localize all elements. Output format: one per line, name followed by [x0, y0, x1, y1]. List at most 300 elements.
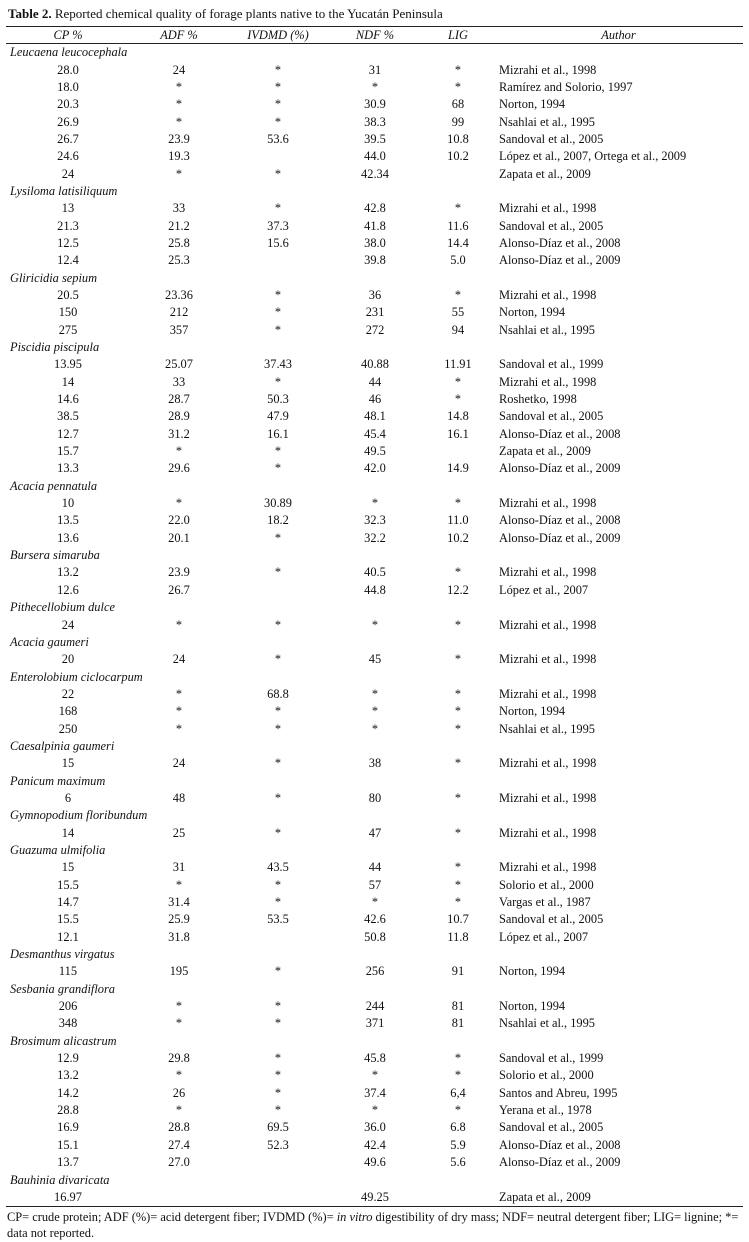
cell-ivdmd: 53.5: [267, 912, 289, 927]
table-row: [6, 1189, 743, 1207]
cell-ivdmd: *: [274, 114, 282, 129]
cell-cp: 13.3: [57, 461, 79, 476]
cell-adf: *: [175, 1016, 183, 1031]
cell-ivdmd: 52.3: [267, 1137, 289, 1152]
cell-ndf: *: [371, 496, 379, 511]
cell-lig: *: [454, 374, 462, 389]
species-name: Piscidia piscipula: [10, 340, 100, 355]
table-row: [6, 582, 743, 599]
cell-cp: 115: [58, 964, 78, 979]
cell-cp: 22: [61, 686, 75, 701]
cell-cp: 206: [58, 999, 78, 1014]
cell-author: Solorio et al., 2000: [499, 877, 594, 892]
cell-ndf: 272: [365, 322, 385, 337]
cell-lig: [422, 165, 494, 182]
cell-ndf: *: [371, 617, 379, 632]
cell-ndf: 371: [365, 1016, 385, 1031]
cell-ivdmd: 18.2: [267, 513, 289, 528]
cell-ndf: *: [371, 686, 379, 701]
cell-ndf: 244: [365, 999, 385, 1014]
cell-lig: 81: [451, 999, 465, 1014]
cell-ndf: 80: [368, 790, 382, 805]
cell-ndf: 30.9: [364, 97, 386, 112]
species-row: [6, 44, 743, 62]
cell-author: Alonso-Díaz et al., 2008: [499, 513, 621, 528]
table-row: [6, 200, 743, 217]
species-name: Enterolobium ciclocarpum: [10, 669, 143, 684]
cell-lig: 16.1: [447, 426, 469, 441]
cell-author: Santos and Abreu, 1995: [499, 1085, 618, 1100]
cell-ivdmd: 69.5: [267, 1120, 289, 1135]
cell-ivdmd: 30.89: [264, 496, 292, 511]
table-row: [6, 304, 743, 321]
cell-lig: *: [454, 62, 462, 77]
cell-adf: *: [175, 79, 183, 94]
cell-ivdmd: *: [274, 62, 282, 77]
cell-author: Zapata et al., 2009: [499, 444, 591, 459]
table-row: [6, 998, 743, 1015]
species-row: [6, 668, 743, 685]
cell-author: Sandoval et al., 1999: [499, 357, 604, 372]
table-row: [6, 96, 743, 113]
cell-ndf: 42.34: [361, 166, 389, 181]
cell-adf: 23.9: [168, 131, 190, 146]
cell-cp: 15.7: [57, 444, 79, 459]
cell-adf: 26.7: [168, 582, 190, 597]
table-row: [6, 929, 743, 946]
table-row: [6, 564, 743, 581]
cell-cp: 14.2: [57, 1085, 79, 1100]
cell-lig: 5.6: [450, 1155, 466, 1170]
cell-lig: 81: [451, 1016, 465, 1031]
species-name: Bauhinia divaricata: [10, 1172, 110, 1187]
cell-cp: 13.95: [54, 357, 82, 372]
table-row: [6, 703, 743, 720]
cell-ndf: 42.6: [364, 912, 386, 927]
cell-ivdmd: *: [274, 444, 282, 459]
cell-adf: 26: [172, 1085, 186, 1100]
table-row: [6, 755, 743, 772]
cell-adf: 33: [172, 374, 186, 389]
cell-lig: 11.8: [447, 929, 469, 944]
species-name: Bursera simaruba: [10, 548, 100, 563]
cell-lig: *: [454, 392, 462, 407]
cell-cp: 12.9: [57, 1051, 79, 1066]
cell-author: Sandoval et al., 1999: [499, 1051, 604, 1066]
table-row: [6, 426, 743, 443]
table-row: [6, 113, 743, 130]
cell-adf: 212: [169, 305, 189, 320]
table-row: [6, 1015, 743, 1032]
cell-lig: 10.2: [447, 149, 469, 164]
cell-lig: *: [454, 287, 462, 302]
cell-adf: *: [175, 496, 183, 511]
cell-lig: 91: [451, 964, 465, 979]
cell-lig: [422, 1189, 494, 1207]
cell-lig: 6.8: [450, 1120, 466, 1135]
cell-adf: *: [175, 114, 183, 129]
cell-ndf: 42.0: [364, 461, 386, 476]
cell-adf: 29.6: [168, 461, 190, 476]
table-row: [6, 512, 743, 529]
cell-author: Roshetko, 1998: [499, 392, 577, 407]
table-row: [6, 1067, 743, 1084]
cell-ivdmd: *: [274, 756, 282, 771]
cell-adf: *: [175, 617, 183, 632]
cell-ndf: 44: [368, 860, 382, 875]
table-row: [6, 460, 743, 477]
cell-ivdmd: *: [274, 1068, 282, 1083]
cell-adf: *: [175, 166, 183, 181]
cell-ndf: 37.4: [364, 1085, 386, 1100]
cell-cp: 38.5: [57, 409, 79, 424]
cell-ndf: 47: [368, 825, 382, 840]
cell-cp: 12.7: [57, 426, 79, 441]
cell-ivdmd: *: [274, 895, 282, 910]
cell-adf: [130, 1189, 228, 1207]
header-ndf: NDF %: [328, 27, 422, 44]
cell-adf: *: [175, 999, 183, 1014]
cell-ivdmd: *: [274, 1016, 282, 1031]
cell-ndf: 39.8: [364, 253, 386, 268]
cell-ivdmd: 37.3: [267, 218, 289, 233]
cell-cp: 12.4: [57, 253, 79, 268]
cell-ndf: *: [371, 1103, 379, 1118]
cell-ndf: 32.3: [364, 513, 386, 528]
table-row: [6, 894, 743, 911]
cell-ivdmd: *: [274, 652, 282, 667]
cell-cp: 15.5: [57, 912, 79, 927]
cell-adf: 28.8: [168, 1120, 190, 1135]
cell-lig: 14.9: [447, 461, 469, 476]
table-row: [6, 616, 743, 633]
cell-author: Mizrahi et al., 1998: [499, 287, 597, 302]
cell-lig: *: [454, 565, 462, 580]
cell-author: López et al., 2007, Ortega et al., 2009: [499, 149, 687, 164]
species-name: Gymnopodium floribundum: [10, 808, 148, 823]
cell-ndf: 48.1: [364, 409, 386, 424]
cell-adf: 31.8: [168, 929, 190, 944]
cell-lig: *: [454, 1068, 462, 1083]
table-row: [6, 530, 743, 547]
header-lig: LIG: [422, 27, 494, 44]
cell-ndf: 45.8: [364, 1051, 386, 1066]
cell-author: Alonso-Díaz et al., 2009: [499, 461, 621, 476]
species-name: Lysiloma latisiliquum: [10, 183, 118, 198]
cell-ivdmd: [228, 582, 328, 599]
cell-cp: 15.5: [57, 877, 79, 892]
cell-adf: 19.3: [168, 149, 190, 164]
species-row: [6, 183, 743, 200]
table-row: [6, 1102, 743, 1119]
table-row: [6, 1137, 743, 1154]
cell-ndf: 42.4: [364, 1137, 386, 1152]
cell-cp: 12.5: [57, 235, 79, 250]
cell-ivdmd: *: [274, 97, 282, 112]
cell-lig: *: [454, 895, 462, 910]
footnote-part2: digestibility of dry mass; NDF= neutral detergent fiber; LIG= lignine; *= data not reported.: [7, 1210, 739, 1241]
cell-adf: 23.9: [168, 565, 190, 580]
cell-cp: 348: [58, 1016, 78, 1031]
cell-cp: 15.1: [57, 1137, 79, 1152]
cell-lig: *: [454, 201, 462, 216]
cell-ivdmd: [228, 148, 328, 165]
cell-ivdmd: *: [274, 790, 282, 805]
cell-author: Alonso-Díaz et al., 2009: [499, 530, 621, 545]
cell-ndf: 231: [365, 305, 385, 320]
table-row: [6, 408, 743, 425]
cell-adf: *: [175, 704, 183, 719]
cell-author: Alonso-Díaz et al., 2008: [499, 1137, 621, 1152]
cell-author: Solorio et al., 2000: [499, 1068, 594, 1083]
cell-cp: 10: [61, 496, 75, 511]
cell-cp: 28.8: [57, 1103, 79, 1118]
table-row: [6, 374, 743, 391]
cell-adf: 22.0: [168, 513, 190, 528]
cell-lig: *: [454, 704, 462, 719]
cell-ndf: 49.5: [364, 444, 386, 459]
cell-cp: 150: [58, 305, 78, 320]
cell-adf: 27.4: [168, 1137, 190, 1152]
cell-ndf: 45: [368, 652, 382, 667]
cell-adf: 48: [172, 790, 186, 805]
cell-ivdmd: *: [274, 1051, 282, 1066]
cell-lig: *: [454, 79, 462, 94]
cell-author: López et al., 2007: [499, 582, 589, 597]
table-row: [6, 911, 743, 928]
cell-author: Norton, 1994: [499, 97, 566, 112]
cell-lig: 14.8: [447, 409, 469, 424]
table-row: [6, 61, 743, 78]
cell-author: Nsahlai et al., 1995: [499, 114, 596, 129]
cell-cp: 16.97: [6, 1189, 130, 1207]
cell-cp: 15: [61, 860, 75, 875]
cell-lig: 12.2: [447, 582, 469, 597]
cell-ndf: *: [371, 1068, 379, 1083]
cell-author: Norton, 1994: [499, 964, 566, 979]
cell-ndf: 38: [368, 756, 382, 771]
cell-ndf: *: [371, 721, 379, 736]
cell-author: Norton, 1994: [499, 305, 566, 320]
header-adf: ADF %: [130, 27, 228, 44]
cell-ndf: 40.88: [361, 357, 389, 372]
cell-cp: 24: [61, 617, 75, 632]
cell-ivdmd: 47.9: [267, 409, 289, 424]
forage-quality-table: [6, 26, 743, 1207]
cell-author: Zapata et al., 2009: [494, 1189, 743, 1207]
cell-author: Yerana et al., 1978: [499, 1103, 592, 1118]
cell-adf: 25: [172, 825, 186, 840]
cell-cp: 15: [61, 756, 75, 771]
cell-author: Nsahlai et al., 1995: [499, 721, 596, 736]
table-row: [6, 1154, 743, 1171]
cell-ivdmd: 68.8: [267, 686, 289, 701]
cell-ivdmd: *: [274, 964, 282, 979]
table-row: [6, 443, 743, 460]
cell-adf: *: [175, 97, 183, 112]
cell-author: Mizrahi et al., 1998: [499, 62, 597, 77]
header-row: [6, 27, 743, 44]
cell-adf: 21.2: [168, 218, 190, 233]
cell-adf: 31.4: [168, 895, 190, 910]
cell-ivdmd: 37.43: [264, 357, 292, 372]
cell-cp: 13.5: [57, 513, 79, 528]
species-name: Gliricidia sepium: [10, 270, 98, 285]
cell-lig: *: [454, 860, 462, 875]
cell-adf: 24: [172, 756, 186, 771]
cell-cp: 275: [58, 322, 78, 337]
cell-author: Alonso-Díaz et al., 2009: [499, 253, 621, 268]
cell-cp: 24: [61, 166, 75, 181]
cell-ivdmd: [228, 1189, 328, 1207]
cell-ndf: 46: [368, 392, 382, 407]
cell-cp: 20: [61, 652, 75, 667]
cell-ndf: 32.2: [364, 530, 386, 545]
species-name: Acacia gaumeri: [10, 634, 89, 649]
cell-author: Sandoval et al., 2005: [499, 218, 604, 233]
cell-lig: *: [454, 1051, 462, 1066]
footnote-italic: in vitro: [336, 1210, 373, 1225]
species-row: [6, 1033, 743, 1050]
cell-lig: *: [454, 877, 462, 892]
cell-ivdmd: *: [274, 825, 282, 840]
cell-ivdmd: *: [274, 287, 282, 302]
cell-lig: 11.0: [447, 513, 469, 528]
cell-ivdmd: *: [274, 565, 282, 580]
table-row: [6, 322, 743, 339]
cell-adf: 28.9: [168, 409, 190, 424]
cell-ivdmd: *: [274, 79, 282, 94]
cell-adf: 33: [172, 201, 186, 216]
cell-author: Sandoval et al., 2005: [499, 912, 604, 927]
table-row: [6, 1085, 743, 1102]
table-footnote: [7, 1209, 744, 1241]
table-row: [6, 720, 743, 737]
cell-ivdmd: 43.5: [267, 860, 289, 875]
cell-ndf: 44.8: [364, 582, 386, 597]
table-row: [6, 148, 743, 165]
cell-lig: 10.8: [447, 131, 469, 146]
cell-ndf: 49.25: [328, 1189, 422, 1207]
cell-lig: 55: [451, 305, 465, 320]
species-row: [6, 634, 743, 651]
table-row: [6, 963, 743, 980]
cell-ivdmd: *: [274, 322, 282, 337]
cell-ivdmd: [228, 929, 328, 946]
cell-cp: 28.0: [57, 62, 79, 77]
cell-ndf: 31: [368, 62, 382, 77]
cell-lig: 10.7: [447, 912, 469, 927]
cell-ndf: 41.8: [364, 218, 386, 233]
table-row: [6, 651, 743, 668]
cell-ivdmd: 15.6: [267, 235, 289, 250]
species-row: [6, 946, 743, 963]
cell-author: López et al., 2007: [499, 929, 589, 944]
cell-adf: *: [175, 1103, 183, 1118]
cell-cp: 20.5: [57, 287, 79, 302]
cell-ivdmd: *: [274, 530, 282, 545]
cell-ndf: 49.6: [364, 1155, 386, 1170]
cell-author: Mizrahi et al., 1998: [499, 860, 597, 875]
cell-adf: 25.3: [168, 253, 190, 268]
species-row: [6, 981, 743, 998]
cell-lig: 99: [451, 114, 465, 129]
table-row: [6, 877, 743, 894]
cell-lig: *: [454, 825, 462, 840]
cell-adf: 25.9: [168, 912, 190, 927]
cell-author: Mizrahi et al., 1998: [499, 756, 597, 771]
cell-author: Mizrahi et al., 1998: [499, 496, 597, 511]
cell-author: Mizrahi et al., 1998: [499, 374, 597, 389]
cell-ivdmd: *: [274, 201, 282, 216]
cell-lig: 10.2: [447, 530, 469, 545]
table-row: [6, 356, 743, 373]
table-row: [6, 790, 743, 807]
cell-lig: 14.4: [447, 235, 469, 250]
cell-author: Sandoval et al., 2005: [499, 131, 604, 146]
cell-author: Ramírez and Solorio, 1997: [499, 79, 633, 94]
cell-lig: *: [454, 756, 462, 771]
cell-ndf: 36.0: [364, 1120, 386, 1135]
cell-ndf: 44: [368, 374, 382, 389]
table-row: [6, 287, 743, 304]
cell-cp: 250: [58, 721, 78, 736]
cell-lig: 5.0: [450, 253, 466, 268]
cell-ndf: 45.4: [364, 426, 386, 441]
cell-ivdmd: *: [274, 166, 282, 181]
cell-lig: *: [454, 652, 462, 667]
species-name: Caesalpinia gaumeri: [10, 738, 115, 753]
cell-ndf: 256: [365, 964, 385, 979]
cell-ivdmd: *: [274, 704, 282, 719]
header-cp: CP %: [6, 27, 130, 44]
cell-ndf: *: [371, 895, 379, 910]
footnote-part1: CP= crude protein; ADF (%)= acid detergent fiber; IVDMD (%)=: [7, 1210, 337, 1225]
cell-adf: 27.0: [168, 1155, 190, 1170]
species-name: Leucaena leucocephala: [10, 45, 128, 60]
cell-author: Zapata et al., 2009: [499, 166, 591, 181]
cell-lig: *: [454, 686, 462, 701]
cell-ndf: 44.0: [364, 149, 386, 164]
cell-adf: *: [175, 721, 183, 736]
cell-ndf: 42.8: [364, 201, 386, 216]
species-name: Guazuma ulmifolia: [10, 842, 106, 857]
cell-cp: 13: [61, 201, 75, 216]
cell-ivdmd: [228, 252, 328, 269]
cell-adf: 23.36: [165, 287, 193, 302]
table-row: [6, 391, 743, 408]
species-name: Pithecellobium dulce: [10, 600, 115, 615]
table-row: [6, 1050, 743, 1067]
cell-author: Alonso-Díaz et al., 2008: [499, 426, 621, 441]
cell-adf: 31.2: [168, 426, 190, 441]
cell-ndf: *: [371, 704, 379, 719]
table-row: [6, 1119, 743, 1136]
cell-cp: 14.6: [57, 392, 79, 407]
cell-cp: 14: [61, 825, 75, 840]
cell-lig: 11.91: [444, 357, 472, 372]
cell-cp: 26.7: [57, 131, 79, 146]
header-author: Author: [494, 27, 743, 44]
cell-author: Mizrahi et al., 1998: [499, 790, 597, 805]
cell-ivdmd: 50.3: [267, 392, 289, 407]
cell-lig: *: [454, 1103, 462, 1118]
species-row: [6, 807, 743, 824]
species-row: [6, 772, 743, 789]
cell-ivdmd: *: [274, 999, 282, 1014]
cell-ndf: 36: [368, 287, 382, 302]
table-body: [6, 44, 743, 1207]
